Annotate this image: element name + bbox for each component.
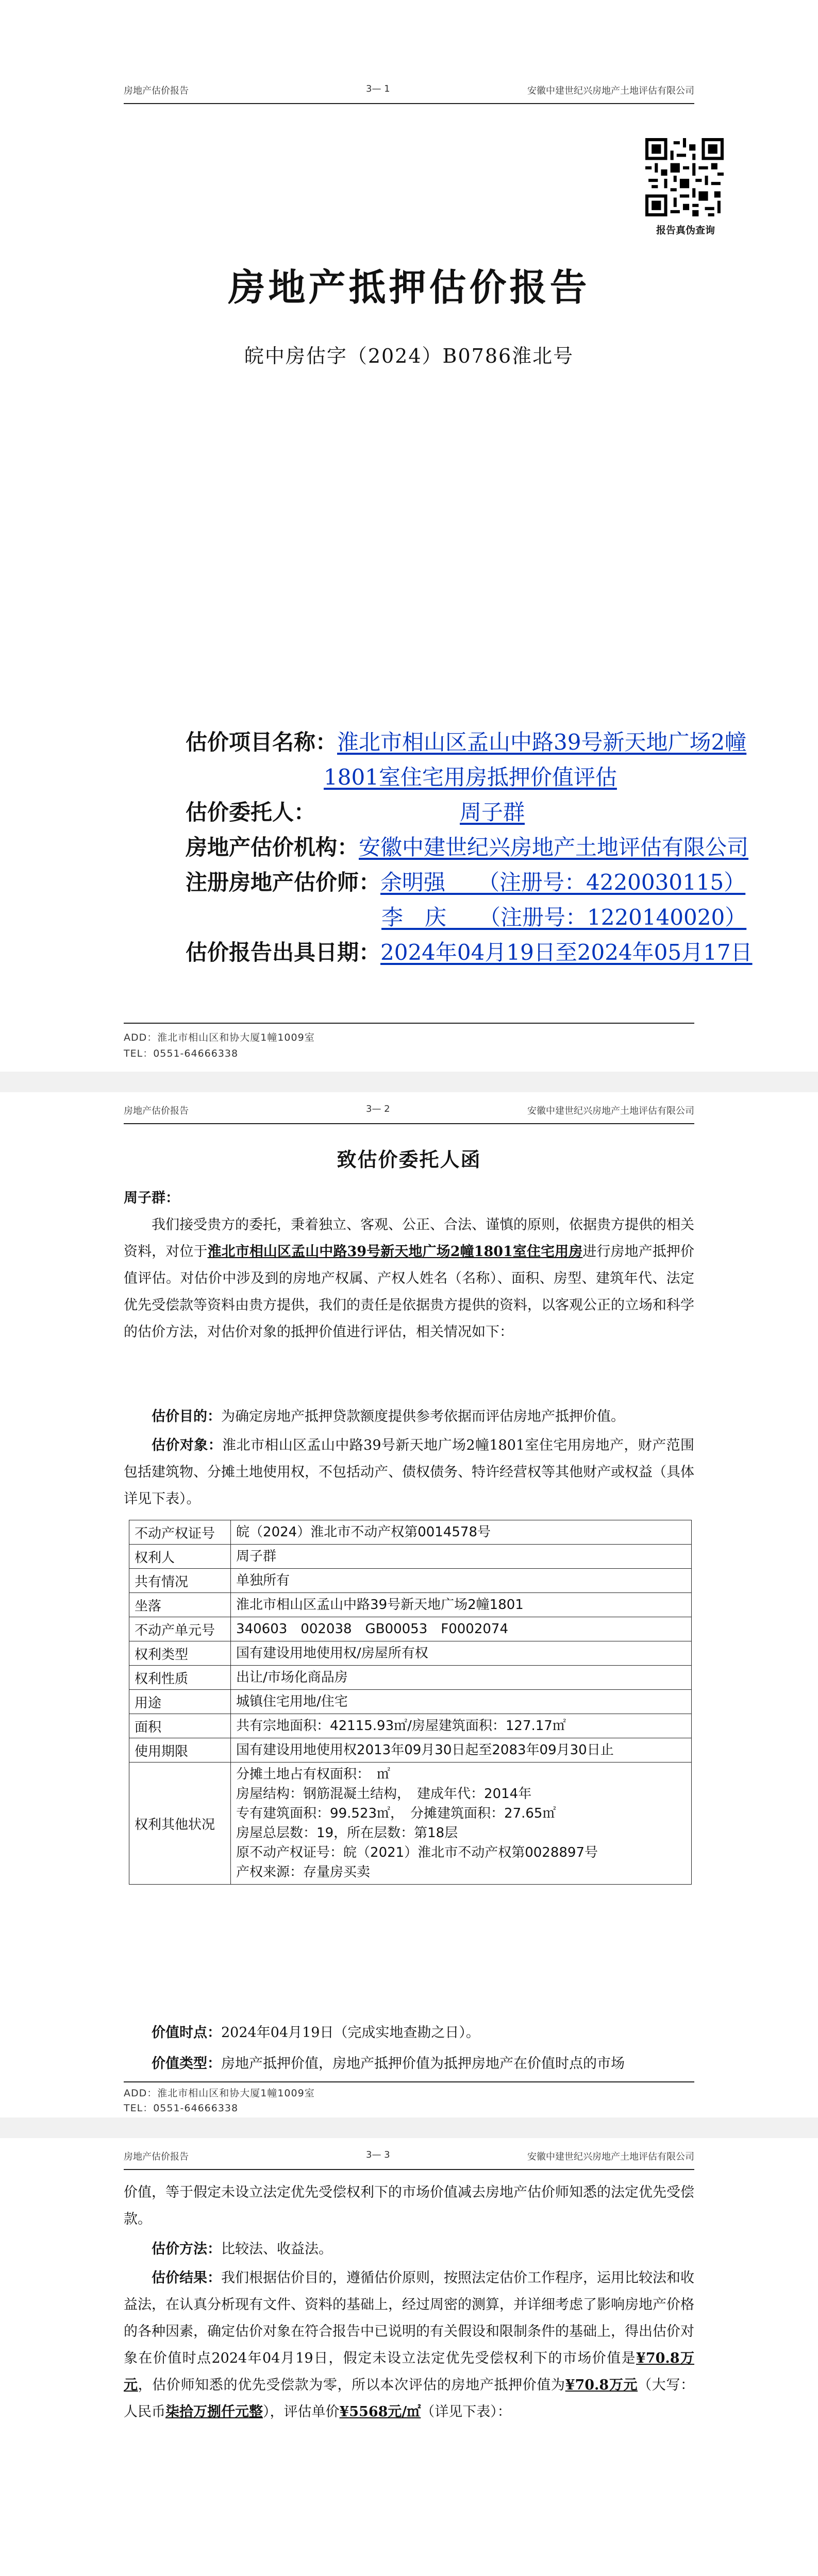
page-header — [124, 72, 694, 104]
row-key: 不动产权证号 — [129, 1520, 231, 1545]
letter-page-2 — [0, 2138, 818, 2576]
row-value: 国有建设用地使用权/房屋所有权 — [231, 1641, 692, 1666]
result-paragraph — [124, 2265, 694, 2426]
footer-tel: TEL：0551-64666338 — [124, 1048, 239, 1059]
issue-date-row — [186, 937, 753, 969]
unit-price: ¥5568元/㎡ — [339, 2404, 421, 2420]
table-row — [129, 1666, 692, 1690]
object-paragraph — [124, 1432, 694, 1513]
row-key: 共有情况 — [129, 1569, 231, 1593]
result-text-5: （详见下表）： — [421, 2404, 511, 2420]
row-value: 皖（2024）淮北市不动产权第0014578号 — [231, 1520, 692, 1545]
method-text: 比较法、收益法。 — [221, 2241, 332, 2257]
project-name-label: 估价项目名称： — [186, 730, 338, 755]
row-value: 单独所有 — [231, 1569, 692, 1593]
row-key: 权利其他状况 — [129, 1762, 231, 1885]
client-label: 估价委托人： — [186, 800, 316, 825]
row-value: 城镇住宅用地/住宅 — [231, 1690, 692, 1714]
agency-row — [186, 832, 748, 863]
row-value: 国有建设用地使用权2013年09月30日起至2083年09月30日止 — [231, 1738, 692, 1762]
value-in-words: 柒拾万捌仟元整 — [165, 2404, 263, 2420]
report-number: 皖中房估字（2024）B0786淮北号 — [244, 345, 574, 367]
value-date-label: 价值时点： — [152, 2025, 221, 2041]
header-right: 安徽中建世纪兴房地产土地评估有限公司 — [527, 1106, 694, 1116]
page-gap — [0, 1072, 818, 1092]
appraiser-row — [186, 867, 745, 899]
row-key: 面积 — [129, 1714, 231, 1738]
mortgage-value: ¥70.8万元 — [565, 2377, 638, 2393]
result-text-2: ，估价师知悉的优先受偿款为零，所以本次评估的房地产抵押价值为 — [138, 2377, 565, 2393]
page-header — [124, 1092, 694, 1124]
table-row — [129, 1593, 692, 1617]
table-row — [129, 1617, 692, 1641]
header-page-number: 3— 1 — [366, 83, 390, 94]
value-date-paragraph — [124, 2020, 694, 2046]
result-text-1: 我们根据估价目的，遵循估价原则，按照法定估价工作程序，运用比较法和收益法，在认真分析现有文件、资料的基础上，经过周密的测算，并详细考虑了影响房地产价格的各种因素，确定估价对象在符合报告中已说明的有关假设和限制条件的基础上，得出估价对象在价值时点2024年04月19日，假定未设立法定优先受偿权利下的市场价值是 — [124, 2270, 694, 2366]
page-footer — [124, 1023, 694, 1070]
footer-tel: TEL：0551-64666338 — [124, 2103, 239, 2114]
cover-page — [0, 0, 818, 1072]
header-left: 房地产估价报告 — [124, 86, 189, 96]
table-row — [129, 1738, 692, 1762]
agency-value: 安徽中建世纪兴房地产土地评估有限公司 — [359, 835, 749, 860]
row-value: 340603 002038 GB00053 F0002074 — [231, 1617, 692, 1641]
value-type-text-2: 价值，等于假定未设立法定优先受偿权利下的市场价值减去房地产估价师知悉的法定优先受偿款。 — [124, 2184, 694, 2227]
value-date-text: 2024年04月19日（完成实地查勘之日）。 — [221, 2025, 480, 2041]
row-value: 共有宗地面积：42115.93㎡/房屋建筑面积：127.17㎡ — [231, 1714, 692, 1738]
row-key: 用途 — [129, 1690, 231, 1714]
letter-page-1 — [0, 1092, 818, 2117]
salutation — [124, 1185, 694, 1212]
appraiser-label: 注册房地产估价师： — [186, 870, 381, 895]
table-row — [129, 1569, 692, 1593]
header-page-number: 3— 2 — [366, 1104, 390, 1114]
footer-address: ADD：淮北市相山区和协大厦1幢1009室 — [124, 1032, 315, 1043]
intro-paragraph — [124, 1212, 694, 1346]
footer-address: ADD：淮北市相山区和协大厦1幢1009室 — [124, 2088, 315, 2099]
row-key: 权利性质 — [129, 1666, 231, 1690]
row-value: 淮北市相山区孟山中路39号新天地广场2幢1801 — [231, 1593, 692, 1617]
row-key: 使用期限 — [129, 1738, 231, 1762]
header-left: 房地产估价报告 — [124, 1106, 189, 1116]
object-text: 淮北市相山区孟山中路39号新天地广场2幢1801室住宅用房地产，财产范围包括建筑物、分摊土地使用权，不包括动产、债权债务、特许经营权等其他财产或权益（具体详见下表）。 — [124, 1437, 695, 1507]
result-label: 估价结果： — [152, 2270, 221, 2286]
issue-date-label: 估价报告出具日期： — [186, 940, 381, 965]
project-name-value: 淮北市相山区孟山中路39号新天地广场2幢 — [337, 730, 747, 755]
value-type-text-1: 房地产抵押价值，房地产抵押价值为抵押房地产在价值时点的市场 — [221, 2056, 625, 2072]
value-type-paragraph — [124, 2050, 694, 2077]
intro-highlight: 淮北市相山区孟山中路39号新天地广场2幢1801室住宅用房 — [207, 1244, 583, 1260]
method-label: 估价方法： — [152, 2241, 221, 2257]
appraiser-row-2 — [381, 902, 746, 934]
project-name-row-2 — [324, 761, 617, 793]
table-row — [129, 1690, 692, 1714]
purpose-paragraph — [124, 1403, 694, 1430]
row-key: 不动产单元号 — [129, 1617, 231, 1641]
header-right: 安徽中建世纪兴房地产土地评估有限公司 — [527, 2151, 694, 2162]
header-right: 安徽中建世纪兴房地产土地评估有限公司 — [527, 86, 694, 96]
client-value: 周子群 — [460, 800, 525, 825]
agency-label: 房地产估价机构： — [186, 835, 359, 860]
property-rights-table — [129, 1520, 692, 1885]
page-header — [124, 2138, 694, 2170]
row-value: 分摊土地占有权面积： ㎡ 房屋结构：钢筋混凝土结构， 建成年代：2014年 专有建筑面积：99.523㎡， 分摊建筑面积：27.65㎡ 房屋总层数：19，所在层数：第18层 原不动产权证号：皖（2021）淮北市不动产权第0028897号 产权来源：存量房买卖 — [231, 1762, 692, 1885]
value-type-label: 价值类型： — [152, 2056, 221, 2072]
appraiser-value-1: 余明强 （注册号：4220030115） — [380, 870, 746, 895]
intro-text-1: 我们接受贵方的委托，秉着独立、客观、公正、合法、谨慎的原则，依据贵方提供的相关资料，对位于 — [124, 1217, 694, 1260]
salutation-text: 周子群： — [124, 1190, 179, 1206]
project-name-row — [186, 726, 746, 758]
appraiser-value-2: 李 庆 （注册号：1220140020） — [381, 905, 747, 930]
client-row — [186, 796, 525, 828]
row-value: 周子群 — [231, 1545, 692, 1569]
row-key: 权利类型 — [129, 1641, 231, 1666]
page-gap — [0, 2117, 818, 2138]
qr-caption: 报告真伪查询 — [656, 225, 715, 236]
row-key: 坐落 — [129, 1593, 231, 1617]
market-value: ¥70.8万元 — [124, 2350, 694, 2393]
purpose-text: 为确定房地产抵押贷款额度提供参考依据而评估房地产抵押价值。 — [221, 1409, 625, 1425]
project-name-value-2: 1801室住宅用房抵押价值评估 — [324, 765, 617, 790]
intro-text-2: 进行房地产抵押价值评估。对估价中涉及到的房地产权属、产权人姓名（名称）、面积、房型、建筑年代、法定优先受偿款等资料由贵方提供，我们的责任是依据贵方提供的资料，以客观公正的立场和科学的估价方法，对估价对象的抵押价值进行评估，相关情况如下： — [124, 1244, 695, 1340]
header-page-number: 3— 3 — [366, 2149, 390, 2160]
row-value: 出让/市场化商品房 — [231, 1666, 692, 1690]
purpose-label: 估价目的： — [152, 1409, 221, 1425]
result-text-3: （大写：人民币 — [124, 2377, 695, 2420]
letter-title: 致估价委托人函 — [337, 1148, 481, 1171]
value-type-continued — [124, 2179, 694, 2233]
row-key: 权利人 — [129, 1545, 231, 1569]
qr-code-icon[interactable] — [645, 138, 724, 216]
result-text-4: ），评估单价 — [263, 2404, 340, 2420]
cover-title: 房地产抵押估价报告 — [228, 265, 590, 309]
table-row — [129, 1545, 692, 1569]
header-left: 房地产估价报告 — [124, 2151, 189, 2162]
issue-date-value: 2024年04月19日至2024年05月17日 — [380, 940, 753, 965]
page-footer — [124, 2081, 694, 2119]
method-paragraph — [124, 2236, 694, 2263]
table-row — [129, 1762, 692, 1885]
object-label: 估价对象： — [152, 1437, 223, 1453]
table-row — [129, 1641, 692, 1666]
table-row — [129, 1520, 692, 1545]
table-row — [129, 1714, 692, 1738]
